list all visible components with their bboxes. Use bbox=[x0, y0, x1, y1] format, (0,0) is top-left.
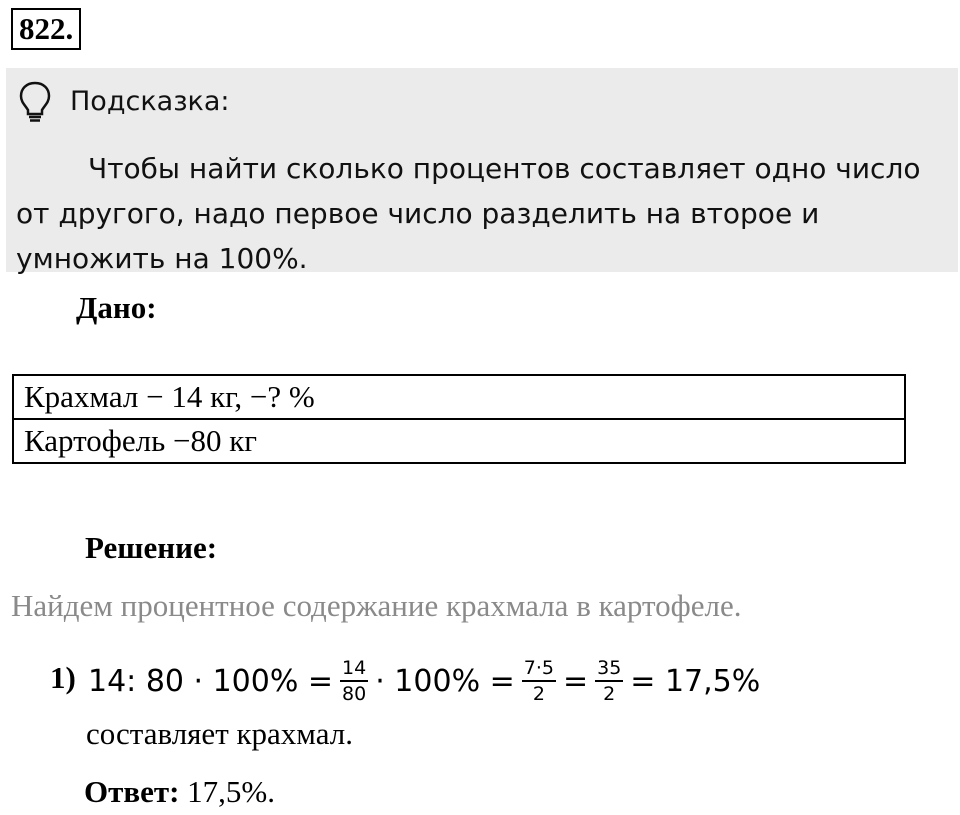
fraction-3-numerator: 35 bbox=[595, 656, 623, 682]
fraction-2-numerator: 7·5 bbox=[522, 656, 556, 682]
fraction-1-denominator: 80 bbox=[342, 683, 367, 705]
formula-mid: · 100% = bbox=[375, 663, 515, 699]
fraction-3 bbox=[595, 656, 623, 706]
solution-label: Решение: bbox=[85, 530, 218, 565]
fraction-2-denominator: 2 bbox=[532, 683, 545, 705]
hint-box bbox=[6, 68, 958, 275]
fraction-2 bbox=[522, 656, 556, 706]
solution-lead: Найдем процентное содержание крахмала в картофеле. bbox=[11, 588, 742, 623]
step-number: 1) bbox=[50, 660, 76, 695]
given-table bbox=[12, 374, 906, 464]
given-row-starch bbox=[13, 375, 905, 419]
hint-text: Чтобы найти сколько процентов составляет одно число от другого, надо первое число разделить на второе и умножить на 100%. bbox=[16, 152, 921, 275]
step-text: составляет крахмал. bbox=[86, 716, 353, 751]
formula-start: 14: 80 · 100% = bbox=[88, 663, 334, 699]
answer-value: 17,5%. bbox=[187, 774, 275, 809]
fraction-1-numerator: 14 bbox=[340, 656, 368, 682]
formula-equals: = bbox=[562, 663, 589, 699]
lightbulb-icon bbox=[18, 80, 52, 124]
given-label: Дано: bbox=[76, 290, 157, 325]
answer-label: Ответ: bbox=[84, 774, 180, 809]
given-cell-starch: Крахмал − 14 кг, −? % bbox=[13, 375, 905, 419]
fraction-1 bbox=[340, 656, 368, 706]
given-cell-potato: Картофель −80 кг bbox=[13, 419, 905, 463]
answer bbox=[84, 774, 275, 810]
hint-title: Подсказка: bbox=[70, 86, 230, 117]
given-row-potato bbox=[13, 419, 905, 463]
fraction-3-denominator: 2 bbox=[603, 683, 616, 705]
problem-number: 822. bbox=[11, 8, 81, 50]
formula bbox=[88, 646, 760, 716]
formula-result: = 17,5% bbox=[630, 663, 761, 699]
